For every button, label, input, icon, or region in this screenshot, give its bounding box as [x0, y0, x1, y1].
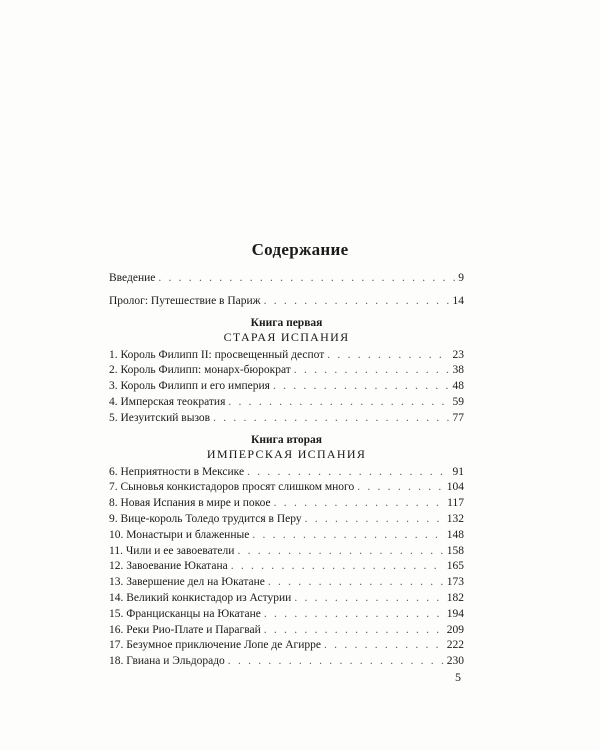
toc-entry-page: 173: [446, 576, 464, 589]
dot-leader: [305, 512, 444, 528]
toc-entry[interactable]: [109, 480, 464, 496]
toc-entry-page: 9: [458, 272, 464, 284]
toc-entry-page: 209: [446, 623, 464, 636]
toc-entry[interactable]: [109, 411, 464, 427]
toc-entry[interactable]: [109, 465, 464, 481]
toc-entry-page: 14: [452, 294, 464, 307]
toc-entry[interactable]: [109, 348, 464, 364]
dot-leader: [324, 638, 444, 654]
dot-leader: [273, 379, 450, 395]
dot-leader: [158, 271, 455, 287]
toc-entry[interactable]: [109, 654, 464, 670]
dot-leader: [237, 544, 443, 560]
toc-entry-page: 194: [446, 607, 464, 620]
book-2-chapters: [109, 465, 464, 670]
toc-entry[interactable]: [109, 575, 464, 591]
toc-entry-label: 3. Король Филипп и его империя: [109, 380, 270, 393]
dot-leader: [228, 395, 449, 411]
toc-entry-page: 165: [446, 560, 464, 573]
dot-leader: [228, 654, 444, 670]
dot-leader: [264, 294, 450, 310]
toc-entry-label: 4. Имперская теократия: [109, 395, 226, 408]
toc-entry[interactable]: [109, 512, 464, 528]
dot-leader: [274, 496, 445, 512]
toc-entry-page: 117: [447, 497, 464, 510]
toc-entry[interactable]: [109, 379, 464, 395]
dot-leader: [247, 465, 449, 481]
toc-entry-label: 16. Реки Рио-Плате и Парагвай: [109, 623, 261, 636]
dot-leader: [252, 528, 443, 544]
table-of-contents: [109, 271, 464, 670]
toc-entry[interactable]: [109, 528, 464, 544]
dot-leader: [268, 575, 444, 591]
dot-leader: [294, 363, 450, 379]
book-2-label: Книга вторая: [251, 433, 322, 446]
dot-leader: [327, 348, 449, 364]
dot-leader: [213, 411, 449, 427]
toc-entry-page: 48: [452, 380, 464, 393]
toc-entry-page: 104: [446, 481, 464, 494]
book-2-name: ИМПЕРСКАЯ ИСПАНИЯ: [206, 446, 367, 461]
toc-entry-label: 17. Безумное приключение Лопе де Агирре: [109, 639, 322, 652]
toc-entry-page: 23: [452, 348, 464, 361]
toc-entry-introduction[interactable]: [109, 271, 464, 287]
toc-entry-page: 91: [452, 465, 464, 478]
toc-entry-label: 8. Новая Испания в мире и покое: [109, 497, 271, 510]
toc-entry-label: 18. Гвиана и Эльдорадо: [109, 655, 225, 668]
toc-entry[interactable]: [109, 363, 464, 379]
book-1-name: СТАРАЯ ИСПАНИЯ: [223, 329, 350, 344]
toc-entry-page: 230: [446, 655, 464, 668]
toc-entry-page: 158: [446, 544, 464, 557]
dot-leader: [264, 623, 444, 639]
page-title: Содержание: [251, 240, 349, 259]
toc-entry-label: Пролог: Путешествие в Париж: [109, 294, 261, 307]
toc-entry-label: 15. Францисканцы на Юкатане: [109, 607, 261, 620]
toc-entry[interactable]: [109, 591, 464, 607]
toc-entry[interactable]: [109, 607, 464, 623]
dot-leader: [357, 480, 444, 496]
page-number: 5: [455, 670, 461, 684]
toc-entry-label: 13. Завершение дел на Юкатане: [109, 576, 265, 589]
dot-leader: [294, 591, 443, 607]
toc-entry-label: 12. Завоевание Юкатана: [109, 560, 228, 573]
book-1-chapters: [109, 348, 464, 427]
toc-entry[interactable]: [109, 638, 464, 654]
dot-leader: [264, 607, 444, 623]
toc-entry-label: 10. Монастыри и блаженные: [109, 528, 250, 541]
dot-leader: [231, 559, 444, 575]
toc-entry-page: 77: [452, 411, 464, 424]
toc-entry-label: 9. Вице-король Толедо трудится в Перу: [109, 512, 302, 525]
toc-entry-page: 148: [446, 528, 464, 541]
toc-entry[interactable]: [109, 496, 464, 512]
toc-entry-label: 1. Король Филипп II: просвещенный деспот: [109, 348, 325, 361]
toc-entry[interactable]: [109, 559, 464, 575]
toc-entry-label: 6. Неприятности в Мексике: [109, 465, 245, 478]
toc-entry-page: 222: [446, 639, 464, 652]
toc-entry[interactable]: [109, 395, 464, 411]
toc-entry-prologue[interactable]: [109, 294, 464, 310]
toc-entry-page: 38: [452, 364, 464, 377]
toc-entry-label: 5. Иезуитский вызов: [109, 411, 211, 424]
toc-entry-label: 14. Великий конкистадор из Астурии: [109, 591, 292, 604]
toc-entry-page: 182: [446, 591, 464, 604]
toc-entry-label: 2. Король Филипп: монарх-бюрократ: [109, 364, 291, 377]
book-1-label: Книга первая: [250, 316, 323, 329]
toc-entry-label: Введение: [109, 272, 156, 284]
toc-entry-page: 59: [452, 395, 464, 408]
toc-entry-label: 11. Чили и ее завоеватели: [109, 544, 235, 557]
toc-entry[interactable]: [109, 623, 464, 639]
toc-entry-page: 132: [446, 512, 464, 525]
toc-entry-label: 7. Сыновья конкистадоров просят слишком много: [109, 481, 355, 494]
toc-entry[interactable]: [109, 544, 464, 560]
